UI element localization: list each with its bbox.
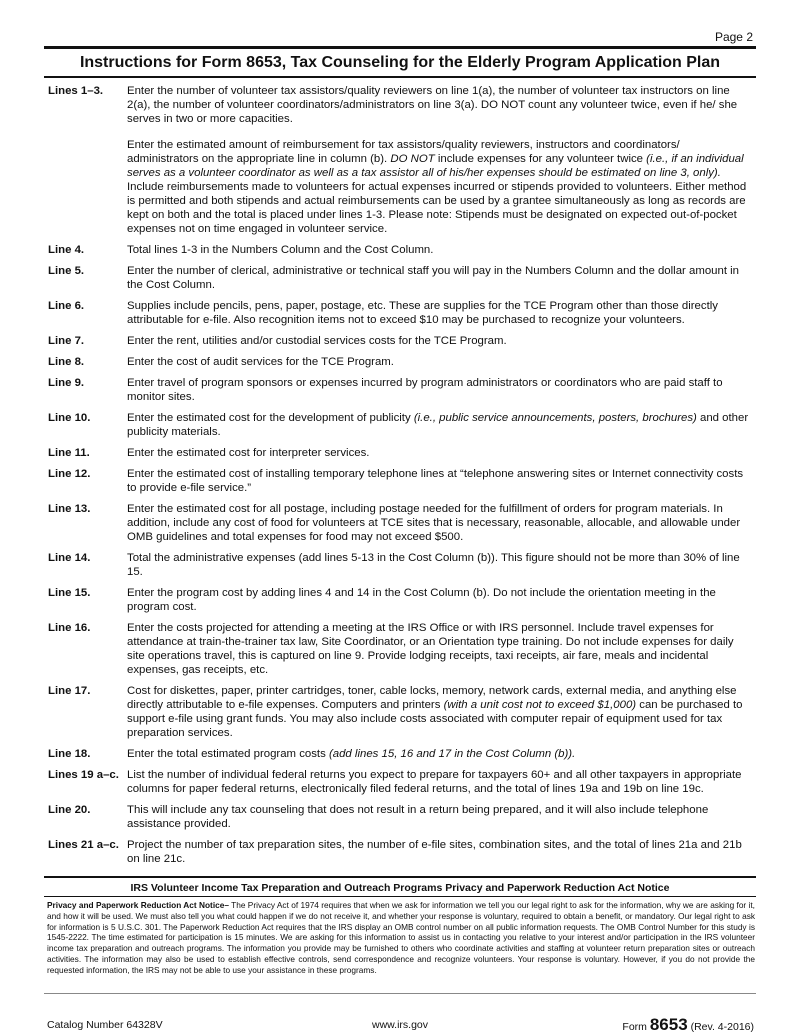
notice-heading-rule xyxy=(44,896,756,897)
text-segment: Project the number of tax preparation sites, the number of e-file sites, combination sites, and the total of lines 21a and 21b on line 21c. xyxy=(127,839,742,865)
page-number: Page 2 xyxy=(714,30,753,44)
form-number: 8653 xyxy=(649,1015,688,1034)
instruction-paragraph xyxy=(127,299,754,327)
text-segment: Enter the estimated cost for all postage, including postage needed for the fulfillment of orders for program materials. In addition, include any cost of food for volunteers at TCE sites that is necessary, reasonable, allocable, and allowable under OMB guidelines and total expenses for food may not exceed $500. xyxy=(127,503,741,543)
line-label: Line 18. xyxy=(48,748,91,760)
line-label: Line 15. xyxy=(48,587,91,599)
text-segment: Include reimbursements made to volunteers for actual expenses incurred or stipends provided to volunteers. Either method is permitted and both stipends and actual reimbursements can be used by a grantee simultaneously as long as records are kept on both and the total is placed under lines 1-3. Please note: Stipends must be designated on expected out-of-pocket expenses not on time engaged in volunteer service. xyxy=(127,181,747,235)
notice-rule xyxy=(44,876,756,878)
instruction-row xyxy=(48,467,754,495)
line-label: Line 5. xyxy=(48,265,85,277)
line-label: Line 20. xyxy=(48,804,91,816)
instruction-paragraph xyxy=(127,803,754,831)
text-segment: include expenses for any volunteer twice xyxy=(434,153,647,165)
text-segment: Supplies include pencils, pens, paper, postage, etc. These are supplies for the TCE Program other than those directly attributable for e-file. Also recognition items not to exceed $10 may be purchased to recognize your volunteers. xyxy=(127,300,718,326)
instruction-paragraph xyxy=(127,411,754,439)
instruction-row xyxy=(48,446,754,460)
instruction-paragraph xyxy=(127,334,754,348)
instruction-row xyxy=(48,264,754,292)
line-label: Line 11. xyxy=(48,447,90,459)
instruction-paragraph xyxy=(127,467,754,495)
italic-text: (i.e., if an individual serves as a volunteer coordinator as well as a tax assistor all of his/her expenses should be estimated on line 3, only). xyxy=(127,153,744,179)
line-label: Lines 1–3. xyxy=(48,85,104,97)
instruction-paragraph xyxy=(127,684,754,740)
instruction-row xyxy=(48,551,754,579)
line-label: Line 7. xyxy=(48,335,85,347)
line-instruction xyxy=(127,747,754,761)
line-instruction xyxy=(127,768,754,796)
line-label: Lines 19 a–c. xyxy=(48,769,119,781)
instruction-row xyxy=(48,243,754,257)
form-id xyxy=(622,1015,754,1035)
instruction-paragraph xyxy=(127,84,754,126)
instruction-row xyxy=(48,299,754,327)
notice-lead: Privacy and Paperwork Reduction Act Notice– xyxy=(47,900,229,910)
instruction-row xyxy=(48,684,754,740)
line-label: Line 6. xyxy=(48,300,85,312)
notice-heading: IRS Volunteer Income Tax Preparation and Outreach Programs Privacy and Paperwork Reduction Act Notice xyxy=(130,882,670,894)
line-instruction xyxy=(127,264,754,292)
text-segment: and other publicity materials. xyxy=(127,412,749,438)
line-instruction xyxy=(127,446,754,460)
instruction-paragraph xyxy=(127,138,754,236)
line-instruction xyxy=(127,334,754,348)
notice-body: The Privacy Act of 1974 requires that when we ask for information we tell you our legal right to ask for the information, why we are asking for it, and how it will be used. We must also tell you what could happen if we do not receive it, and whether your response is voluntary, required to obtain a benefit, or mandatory. Our legal right to ask for information is 5 U.S.C. 301. The Paperwork Reduction Act requires that the IRS display an OMB control number on all public information requests. The OMB Control Number for this study is 1545-2222. The time estimated for participation is 15 minutes. We are asking for this information to assist us in contacting you relative to your interest and/or participation in the IRS volunteer income tax preparation and outreach programs. The information you provide may be furnished to others who coordinate activities and staffing at volunteer return preparation sites or outreach activities. The information may also be used to establish effective controls, send correspondence and recognize volunteers. Your response is voluntary. However, if you do not provide the requested information, the IRS may not be able to use your assistance in these programs. xyxy=(47,900,755,975)
line-label: Line 4. xyxy=(48,244,85,256)
instruction-row xyxy=(48,586,754,614)
form-prefix: Form xyxy=(622,1021,650,1033)
line-instruction xyxy=(127,502,754,544)
catalog-number: Catalog Number 64328V xyxy=(47,1019,163,1031)
line-label: Lines 21 a–c. xyxy=(48,839,119,851)
instruction-paragraph xyxy=(127,355,754,369)
line-instruction xyxy=(127,803,754,831)
instruction-list xyxy=(48,84,754,873)
page-title: Instructions for Form 8653, Tax Counseling for the Elderly Program Application Plan xyxy=(79,54,721,71)
instruction-paragraph xyxy=(127,747,754,761)
line-instruction xyxy=(127,838,754,866)
line-label: Line 12. xyxy=(48,468,91,480)
line-label: Line 8. xyxy=(48,356,85,368)
line-instruction xyxy=(127,621,754,677)
footer-rule xyxy=(44,993,756,994)
instruction-row xyxy=(48,747,754,761)
line-instruction xyxy=(127,355,754,369)
instruction-paragraph xyxy=(127,621,754,677)
text-segment: Enter the estimated amount of reimbursement for tax assistors/quality reviewers, instructors and coordinators/ administrators on the appropriate line in column (b). xyxy=(127,139,680,165)
instruction-row xyxy=(48,803,754,831)
instruction-row xyxy=(48,355,754,369)
line-label: Line 13. xyxy=(48,503,91,515)
text-segment: Enter the number of volunteer tax assistors/quality reviewers on line 1(a), the number of volunteer tax instructors on line 2(a), the number of volunteer coordinators/administrators on line 3(a). DO NOT count any volunteer twice, even if he/ she serves in two or more capacities. xyxy=(127,85,738,125)
italic-text: (with a unit cost not to exceed $1,000) xyxy=(443,699,637,711)
form-revision: (Rev. 4-2016) xyxy=(687,1021,754,1033)
instruction-paragraph xyxy=(127,768,754,796)
text-segment: Total lines 1-3 in the Numbers Column and the Cost Column. xyxy=(127,244,434,256)
text-segment: Total the administrative expenses (add lines 5-13 in the Cost Column (b)). This figure should not be more than 30% of line 15. xyxy=(127,552,740,578)
line-instruction xyxy=(127,84,754,236)
instruction-paragraph xyxy=(127,551,754,579)
instruction-row xyxy=(48,768,754,796)
line-instruction xyxy=(127,586,754,614)
text-segment: can be purchased to support e-file using grant funds. You may also include costs associated with computer repair of equipment used for tax preparation services. xyxy=(127,699,743,739)
instruction-paragraph xyxy=(127,446,754,460)
text-segment: Enter the costs projected for attending a meeting at the IRS Office or with IRS personnel. Include travel expenses for attendance at train-the-trainer tax law, Site Coordinator, or an Orientation type training. Do not include expenses for daily site operations travel, this is captured on line 9. Provide lodging receipts, taxi receipts, air fare, meals and incidental expenses, gas receipts, etc. xyxy=(127,622,734,676)
instruction-paragraph xyxy=(127,376,754,404)
instruction-paragraph xyxy=(127,838,754,866)
text-segment: List the number of individual federal returns you expect to prepare for taxpayers 60+ and all other taxpayers in appropriate columns for paper federal returns, electronically filed federal returns, and the total of lines 19a and 19b on line 19c. xyxy=(127,769,742,795)
italic-text: DO NOT xyxy=(390,153,435,165)
text-segment: This will include any tax counseling that does not result in a return being prepared, and it will also include telephone assistance provided. xyxy=(127,804,709,830)
text-segment: Enter the estimated cost of installing temporary telephone lines at “telephone answering sites or Internet connectivity costs to provide e-file service.” xyxy=(127,468,744,494)
text-segment: Enter the estimated cost for interpreter services. xyxy=(127,447,370,459)
line-label: Line 9. xyxy=(48,377,85,389)
instruction-row xyxy=(48,411,754,439)
line-instruction xyxy=(127,376,754,404)
text-segment: Enter the estimated cost for the development of publicity xyxy=(127,412,414,424)
instruction-row xyxy=(48,502,754,544)
text-segment: Enter the total estimated program costs xyxy=(127,748,329,760)
text-segment: Enter the cost of audit services for the TCE Program. xyxy=(127,356,394,368)
instruction-paragraph xyxy=(127,502,754,544)
italic-text: (i.e., public service announcements, posters, brochures) xyxy=(413,412,697,424)
instruction-row xyxy=(48,838,754,866)
line-instruction xyxy=(127,299,754,327)
line-instruction xyxy=(127,684,754,740)
text-segment: Cost for diskettes, paper, printer cartridges, toner, cable locks, memory, network cards, external media, and anything else directly attributable to e-file expenses. Computers and printers xyxy=(127,685,737,711)
italic-text: (add lines 15, 16 and 17 in the Cost Column (b)). xyxy=(328,748,576,760)
line-label: Line 17. xyxy=(48,685,91,697)
line-label: Line 16. xyxy=(48,622,91,634)
line-instruction xyxy=(127,411,754,439)
instruction-paragraph xyxy=(127,264,754,292)
line-instruction xyxy=(127,467,754,495)
instruction-paragraph xyxy=(127,243,754,257)
line-instruction xyxy=(127,243,754,257)
line-label: Line 14. xyxy=(48,552,91,564)
instruction-paragraph xyxy=(127,586,754,614)
text-segment: Enter the program cost by adding lines 4 and 14 in the Cost Column (b). Do not include the orientation meeting in the program cost. xyxy=(127,587,716,613)
instruction-row xyxy=(48,84,754,236)
top-rule xyxy=(44,46,756,49)
line-label: Line 10. xyxy=(48,412,91,424)
instruction-row xyxy=(48,334,754,348)
irs-website-link[interactable]: www.irs.gov xyxy=(371,1019,428,1031)
title-rule xyxy=(44,76,756,78)
text-segment: Enter travel of program sponsors or expenses incurred by program administrators or coordinators who are paid staff to monitor sites. xyxy=(127,377,723,403)
text-segment: Enter the rent, utilities and/or custodial services costs for the TCE Program. xyxy=(127,335,507,347)
text-segment: Enter the number of clerical, administrative or technical staff you will pay in the Numbers Column and the dollar amount in the Cost Column. xyxy=(127,265,740,291)
instruction-row xyxy=(48,621,754,677)
instruction-row xyxy=(48,376,754,404)
line-instruction xyxy=(127,551,754,579)
privacy-notice xyxy=(47,900,755,976)
